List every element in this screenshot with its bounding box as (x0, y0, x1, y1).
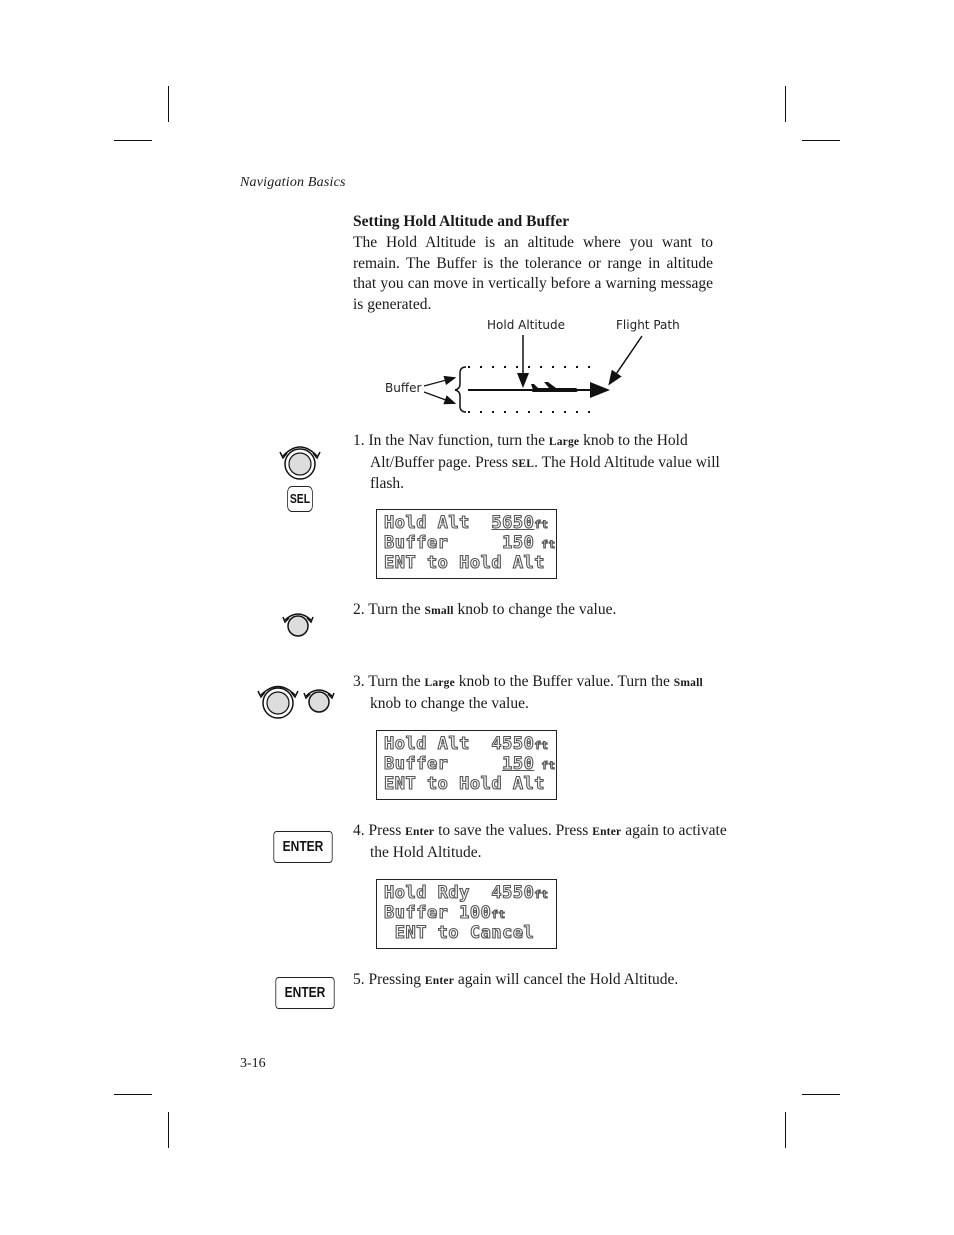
flight-path-label: Flight Path (616, 318, 680, 332)
sel-button[interactable]: SEL (287, 486, 313, 512)
lcd-display-1: Hold Alt 5650ft Buffer 150 ft ENT to Hold Alt (376, 509, 557, 579)
flight-path-arrow (610, 336, 642, 383)
crop-mark (114, 140, 152, 141)
crop-mark (785, 1112, 786, 1148)
small-knob-icon (302, 685, 336, 715)
crop-mark (168, 1112, 169, 1148)
large-knob-icon (276, 440, 324, 484)
lcd-display-3: Hold Rdy 4550ft Buffer 100ft ENT to Cancel (376, 879, 557, 949)
crop-mark (168, 86, 169, 122)
buffer-label: Buffer (385, 381, 422, 395)
hold-altitude-label: Hold Altitude (487, 318, 566, 332)
step-3-text: 3. Turn the Large knob to the Buffer value. Turn the Small knob to change the value. (353, 673, 703, 712)
section-title: Setting Hold Altitude and Buffer (353, 213, 570, 230)
hold-altitude-diagram (380, 312, 690, 422)
buffer-pointer-upper (424, 378, 454, 386)
airplane-icon (531, 382, 578, 392)
lcd-display-2: Hold Alt 4550ft Buffer 150 ft ENT to Hold Alt (376, 730, 557, 800)
step-1-text: 1. In the Nav function, turn the Large knob to the Hold Alt/Buffer page. Press SEL. The Hold Altitude value will flash. (353, 432, 720, 492)
crop-mark (114, 1094, 152, 1095)
enter-button[interactable]: ENTER (273, 831, 332, 863)
step-5-text: 5. Pressing Enter again will cancel the Hold Altitude. (353, 971, 679, 988)
buffer-pointer-lower (424, 392, 454, 403)
crop-mark (802, 140, 840, 141)
crop-mark (785, 86, 786, 122)
step-2-text: 2. Turn the Small knob to change the value. (353, 601, 617, 618)
small-knob-icon (281, 609, 315, 639)
running-header: Navigation Basics (240, 175, 346, 190)
intro-paragraph: The Hold Altitude is an altitude where you want to remain. The Buffer is the tolerance or range in altitude that you can move in vertically before a warning message is generated. (353, 234, 713, 313)
enter-button[interactable]: ENTER (275, 977, 334, 1009)
page-number: 3-16 (240, 1056, 266, 1071)
large-knob-icon (254, 681, 302, 721)
step-4-text: 4. Press Enter to save the values. Press Enter again to activate the Hold Altitude. (353, 822, 727, 861)
crop-mark (802, 1094, 840, 1095)
buffer-brace (455, 367, 466, 412)
